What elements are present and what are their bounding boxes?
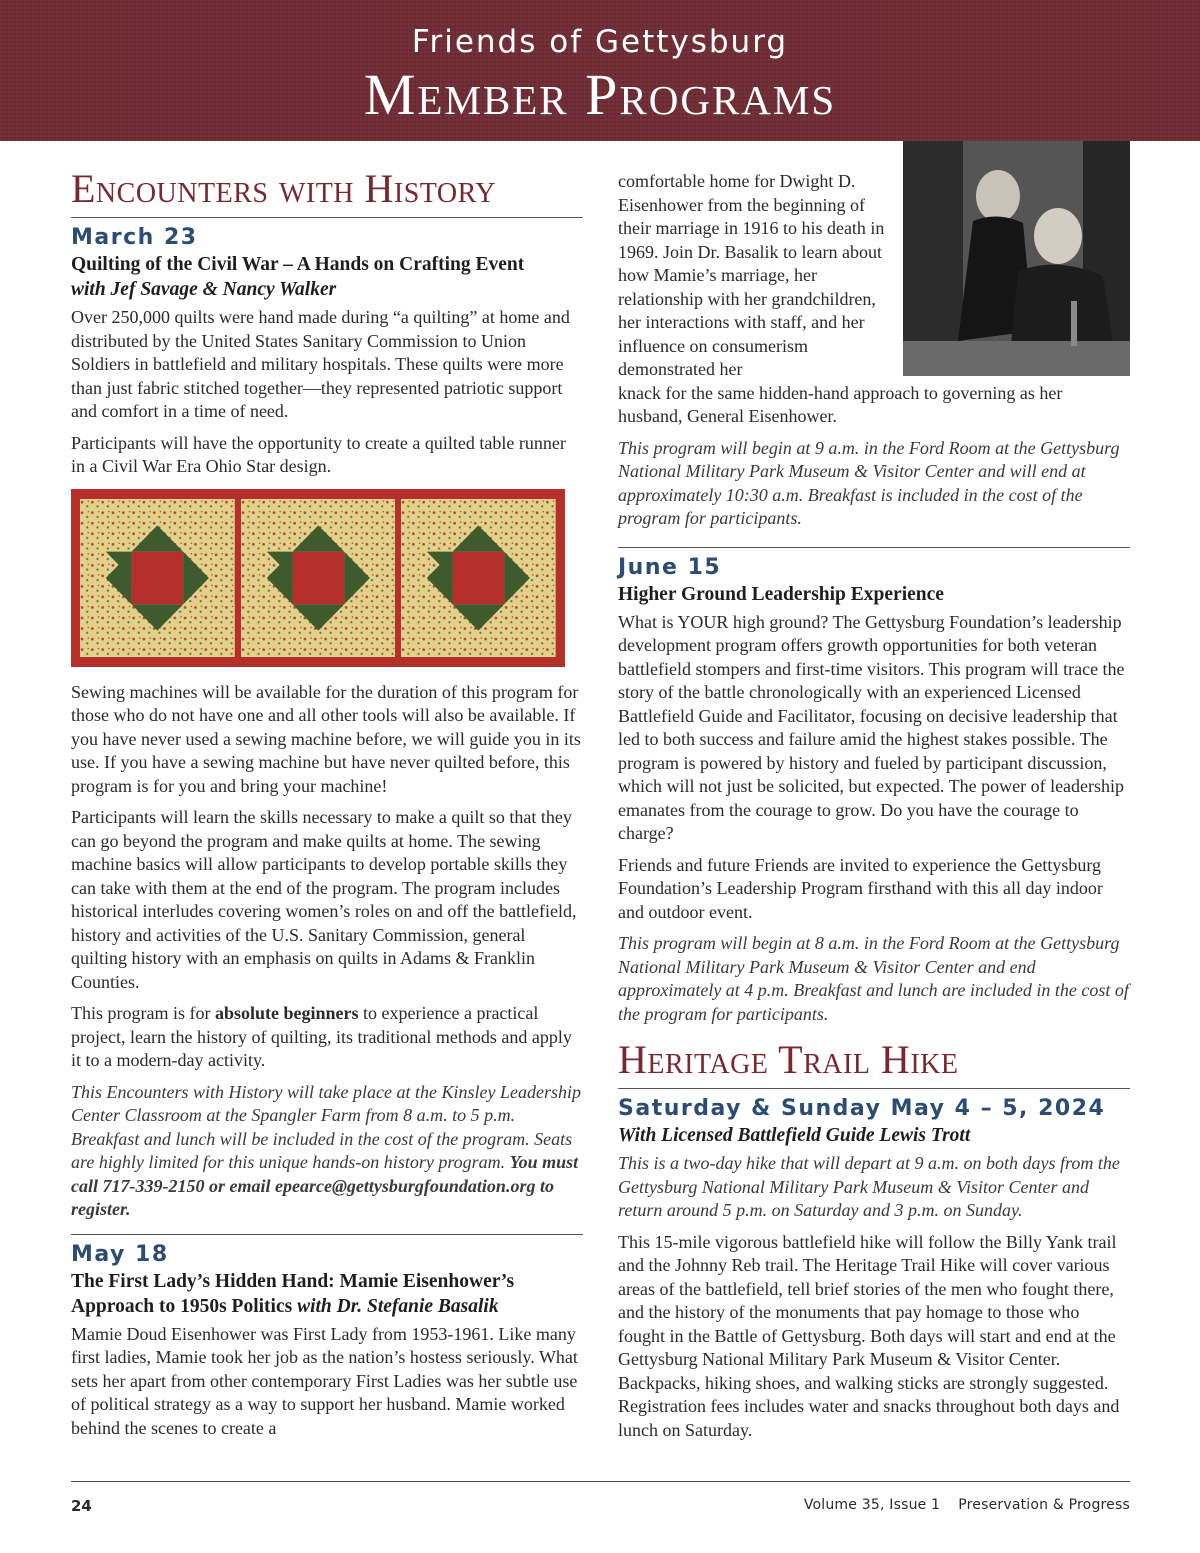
first-lady-note: This program will begin at 9 a.m. in the Ford Room at the Gettysburg National Military Park Museum & Visitor Center and will end at approximately 10:30 a.m. Breakfast is included in the cost of the program for participants.: [618, 437, 1120, 528]
event-title-leadership: Higher Ground Leadership Experience: [618, 583, 944, 605]
quilt-block: [80, 499, 235, 657]
header-title: Member Programs: [363, 62, 837, 127]
right-column: [618, 170, 1130, 1450]
section-title-encounters: Encounters with History: [71, 166, 496, 211]
heritage-note: This is a two-day hike that will depart at 9 a.m. on both days from the Gettysburg National Military Park Museum & Visitor Center and return around 5 p.m. on Saturday and 3 p.m. on Sunday.: [618, 1153, 1120, 1220]
event-date-may: May 18: [71, 1241, 169, 1267]
first-lady-paragraph-1-cont: comfortable home for Dwight D. Eisenhower from the beginning of their marriage in 1916 to his death in 1969. Join Dr. Basalik to learn about how Mamie’s marriage, her relationship with her grandchildren, her interactions with staff, and her influence on consumerism demonstrated her: [618, 171, 885, 379]
event-title-first-lady: [71, 1269, 583, 1319]
footer-rule: [71, 1481, 1130, 1482]
p5-text-after: to experience a practical project, learn the history of quilting, its traditional methods and apply it to a modern-day activity.: [71, 1003, 572, 1070]
event-divider: [618, 547, 1130, 548]
quilting-paragraph-3: Sewing machines will be available for the duration of this program for those who do not have one and all other tools will also be available. If you have never used a sewing machine before, we will guide you in its use. If you have a sewing machine but have never quilted before, this program is for you and bring your machine!: [71, 681, 581, 796]
section-rule: [618, 1088, 1130, 1089]
event-presenters-quilting: with Jef Savage & Nancy Walker: [71, 279, 337, 300]
quilting-paragraph-4: Participants will learn the skills necessary to make a quilt so that they can go beyond the program and make quilts at home. The sewing machine basics will allow participants to develop portable skills they can take with them at the end of the program. The program includes historical interludes covering women’s roles on and off the battlefield, history and activities of the U.S. Sanitary Commission, general quilting history with an emphasis on quilts in Adams & Franklin Counties.: [71, 807, 577, 992]
p5-bold: absolute beginners: [214, 1003, 359, 1023]
quilt-block: [241, 499, 396, 657]
quilting-note-text: This Encounters with History will take place at the Kinsley Leadership Center Classroom at the Spangler Farm from 8 a.m. to 5 p.m. Breakfast and lunch will be included in the cost of the program. Seats are highly limited for this unique hands-on history program.: [71, 1081, 581, 1172]
leadership-paragraph-1: What is YOUR high ground? The Gettysburg Foundation’s leadership development program offers growth opportunities for both veteran battlefield stompers and first-time visitors. This program will trace the story of the battle chronologically with an experienced Licensed Battlefield Guide and Facilitator, focusing on decisive leadership that led to both success and failure amid the highest stakes possible. The program is powered by history and fueled by participant discussion, which will not just be solicited, but expected. The power of leadership emanates from the courage to grow. Do you have the courage to charge?: [618, 611, 1125, 843]
left-column: [71, 165, 583, 1448]
heritage-guide: With Licensed Battlefield Guide Lewis Trott: [618, 1125, 971, 1146]
quilt-block: [401, 499, 556, 657]
section-title-heritage: Heritage Trail Hike: [618, 1037, 959, 1082]
section-rule: [71, 217, 583, 218]
event-divider: [71, 1234, 583, 1235]
ohio-star-quilt-image: [71, 489, 565, 667]
publication-name: Preservation & Progress: [958, 1497, 1130, 1513]
event-date-march: March 23: [71, 225, 198, 250]
quilting-note: [71, 1081, 583, 1222]
quilting-paragraph-1: Over 250,000 quilts were hand made during “a quilting” at home and distributed by the United States Sanitary Commission to Union Soldiers in battlefield and military hospitals. These quilts were more than just fabric stitched together—they represented patriotic support and comfort in a time of need.: [71, 307, 570, 421]
quilting-paragraph-2: Participants will have the opportunity to create a quilted table runner in a Civil War Era Ohio Star design.: [71, 432, 566, 476]
footer-publication-info: [786, 1497, 1130, 1513]
heritage-paragraph-1: This 15-mile vigorous battlefield hike will follow the Billy Yank trail and the Johnny Reb trail. The Heritage Trail Hike will cover various areas of the battlefield, tell brief stories of the men who fought there, and the history of the monuments that pay homage to those who fought in the Battle of Gettysburg. Both days will start and end at the Gettysburg National Military Park Museum & Visitor Center. Backpacks, hiking shoes, and walking sticks are strongly suggested. Registration fees includes water and snacks throughout both days and lunch on Saturday.: [618, 1231, 1120, 1440]
leadership-note: This program will begin at 8 a.m. in the Ford Room at the Gettysburg National Military Park Museum & Visitor Center and end approximately at 4 p.m. Breakfast and lunch are included in the cost of the program for participants.: [618, 933, 1129, 1024]
event-title-quilting: Quilting of the Civil War – A Hands on Crafting Event: [71, 254, 525, 275]
volume-issue: Volume 35, Issue 1: [803, 1497, 941, 1513]
p5-text-before: This program is for: [71, 1003, 215, 1023]
leadership-paragraph-2: Friends and future Friends are invited to experience the Gettysburg Foundation’s Leadership Program firsthand with this all day indoor and outdoor event.: [618, 854, 1103, 922]
event-date-june: June 15: [618, 554, 722, 580]
first-lady-paragraph-1: Mamie Doud Eisenhower was First Lady from 1953-1961. Like many first ladies, Mamie took her job as the nation’s hostess seriously. What sets her apart from other contemporary First Ladies was her subtle use of political strategy as a way to support her husband. Mamie worked behind the scenes to create a: [71, 1323, 578, 1438]
quilting-paragraph-5: [71, 1002, 583, 1073]
header-subtitle: Friends of Gettysburg: [411, 24, 789, 60]
event-date-heritage: Saturday & Sunday May 4 – 5, 2024: [618, 1096, 1106, 1121]
first-lady-title-text: The First Lady’s Hidden Hand: Mamie Eisenhower’s Approach to 1950s Politics: [71, 1270, 515, 1317]
first-lady-paragraph-1-end: knack for the same hidden-hand approach to governing as her husband, General Eisenhower.: [618, 382, 1063, 426]
page-header: [0, 0, 1200, 141]
first-lady-presenter: with Dr. Stefanie Basalik: [297, 1295, 499, 1317]
page-number: 24: [71, 1497, 92, 1515]
quilting-register-info: You must call 717-339-2150 or email epearce@gettysburgfoundation.org to register.: [71, 1152, 579, 1219]
